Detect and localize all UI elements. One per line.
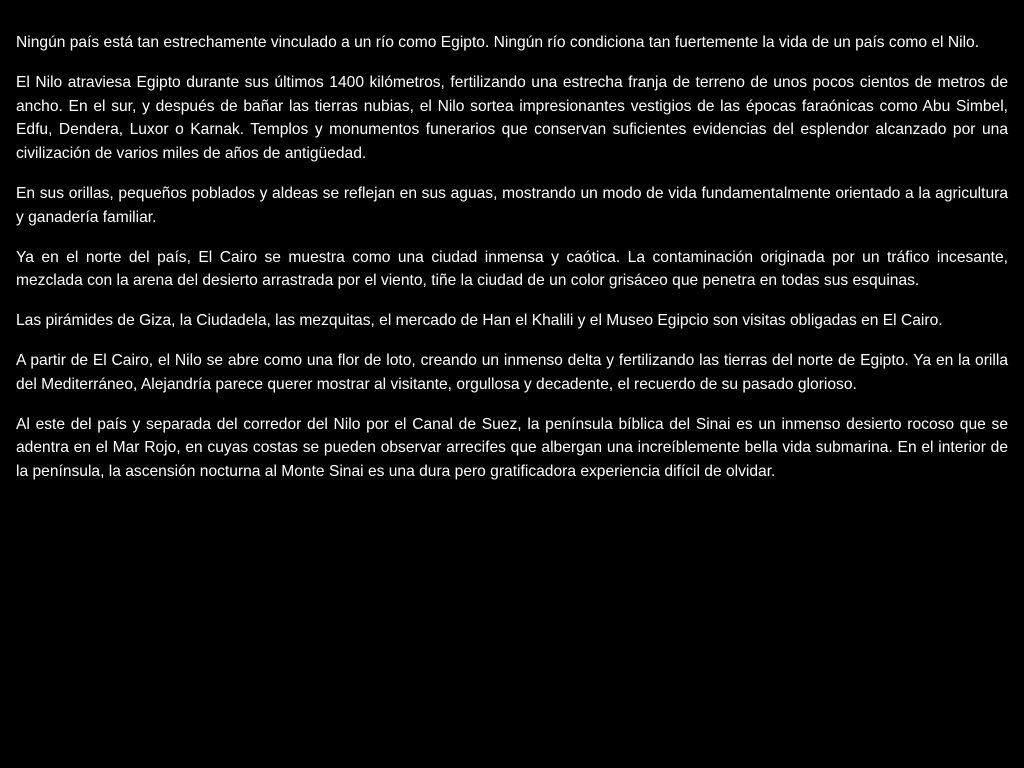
paragraph-cairo: Ya en el norte del país, El Cairo se muestra como una ciudad inmensa y caótica. La contaminación originada por un tráfico incesante, mezclada con la arena del desierto arrastrada por el viento, tiñe la ciudad de un color grisáceo que penetra en todas sus esquinas. [16,248,1008,290]
paragraph-cairo-sights: Las pirámides de Giza, la Ciudadela, las mezquitas, el mercado de Han el Khalili y el Museo Egipcio son visitas obligadas en El Cairo. [16,312,943,330]
paragraph-riverbanks: En sus orillas, pequeños poblados y aldeas se reflejan en sus aguas, mostrando un modo de vida fundamentalmente orientado a la agricultura y ganadería familiar. [16,184,1008,226]
paragraph-delta: A partir de El Cairo, el Nilo se abre como una flor de loto, creando un inmenso delta y fertilizando las tierras del norte de Egipto. Ya en la orilla del Mediterráneo, Alejandría parece querer mostrar al visitante, orgullosa y decadente, el recuerdo de su pasado glorioso. [16,351,1008,393]
paragraph-nile-course: El Nilo atraviesa Egipto durante sus últimos 1400 kilómetros, fertilizando una estrecha franja de terreno de unos pocos cientos de metros de ancho. En el sur, y después de bañar las tierras nubias, el Nilo sortea impresionantes vestigios de las épocas faraónicas como Abu Simbel, Edfu, Dendera, Luxor o Karnak. Templos y monumentos funerarios que conservan suficientes evidencias del esplendor alcanzado por una civilización de varios miles de años de antigüedad. [16,73,1008,163]
paragraph-intro: Ningún país está tan estrechamente vinculado a un río como Egipto. Ningún río condiciona tan fuertemente la vida de un país como el Nilo. [16,34,980,51]
paragraph-sinai: Al este del país y separada del corredor del Nilo por el Canal de Suez, la península bíblica del Sinai es un inmenso desierto rocoso que se adentra en el Mar Rojo, en cuyas costas se pueden observar arrecifes que albergan una increíblemente bella vida submarina. En el interior de la península, la ascensión nocturna al Monte Sinai es una dura pero gratificadora experiencia difícil de olvidar. [16,415,1008,481]
